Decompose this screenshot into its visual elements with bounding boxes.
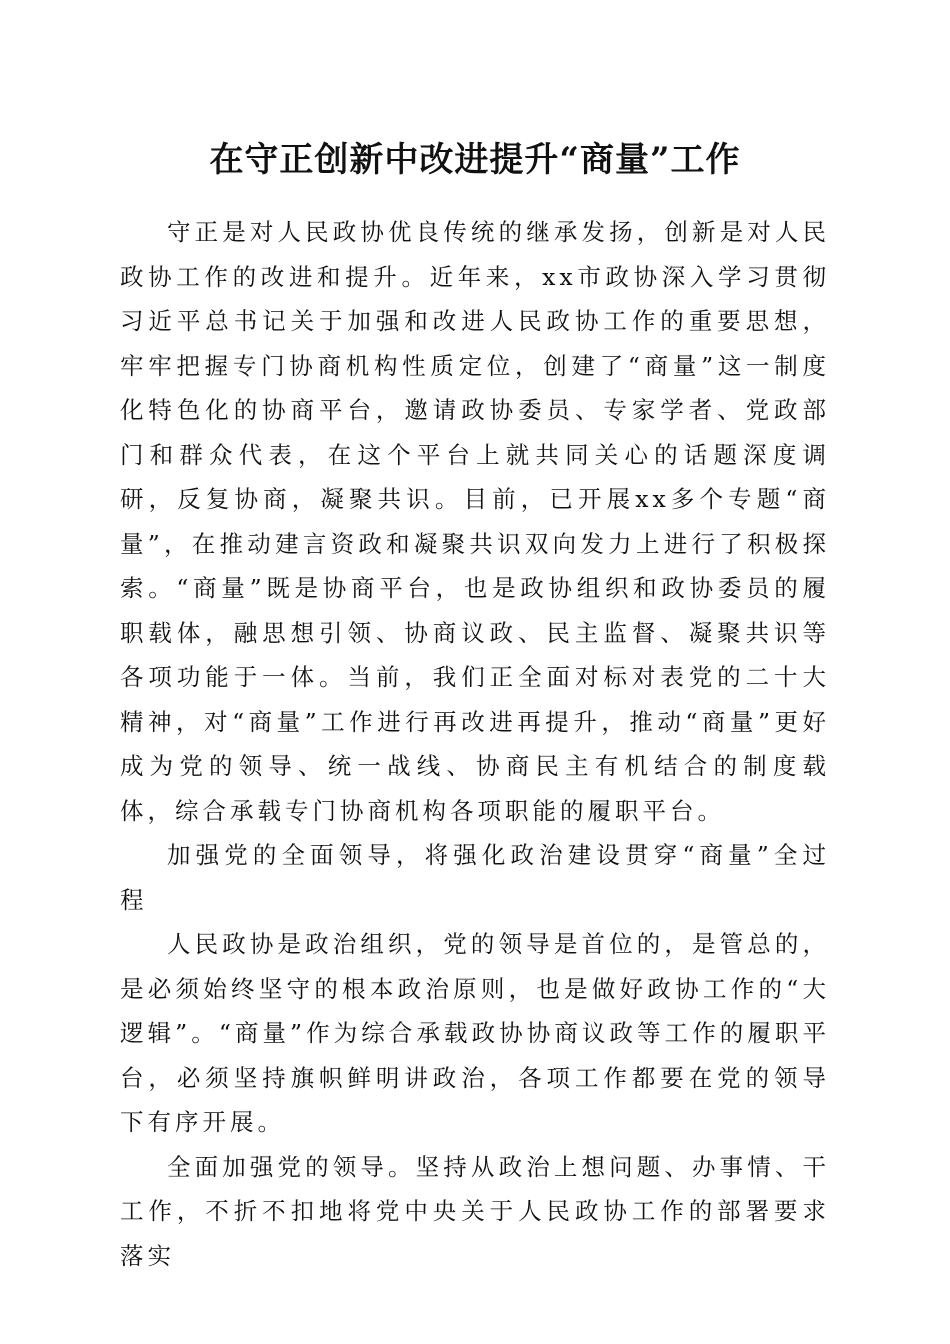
document-body [120, 210, 830, 1278]
section-heading: 加强党的全面领导，将强化政治建设贯穿“商量”全过程 [120, 841, 830, 914]
paragraph-political-organization: 人民政协是政治组织，党的领导是首位的，是管总的，是必须始终坚守的根本政治原则，也是做好政协工作的“大逻辑”。“商量”作为综合承载政协协商议政等工作的履职平台，必须坚持旗帜鲜明讲政治，各项工作都要在党的领导下有序开展。 [120, 930, 830, 1136]
document-title: 在守正创新中改进提升“商量”工作 [209, 140, 741, 180]
paragraph-party-leadership: 全面加强党的领导。坚持从政治上想问题、办事情、干工作，不折不扣地将党中央关于人民政协工作的部署要求落实 [120, 1152, 830, 1270]
paragraph-intro: 守正是对人民政协优良传统的继承发扬，创新是对人民政协工作的改进和提升。近年来，xx市政协深入学习贯彻习近平总书记关于加强和改进人民政协工作的重要思想，牢牢把握专门协商机构性质定位，创建了“商量”这一制度化特色化的协商平台，邀请政协委员、专家学者、党政部门和群众代表，在这个平台上就共同关心的话题深度调研，反复协商，凝聚共识。目前，已开展xx多个专题“商量”，在推动建言资政和凝聚共识双向发力上进行了积极探索。“商量”既是协商平台，也是政协组织和政协委员的履职载体，融思想引领、协商议政、民主监督、凝聚共识等各项功能于一体。当前，我们正全面对标对表党的二十大精神，对“商量”工作进行再改进再提升，推动“商量”更好成为党的领导、统一战线、协商民主有机结合的制度载体，综合承载专门协商机构各项职能的履职平台。 [120, 218, 830, 825]
